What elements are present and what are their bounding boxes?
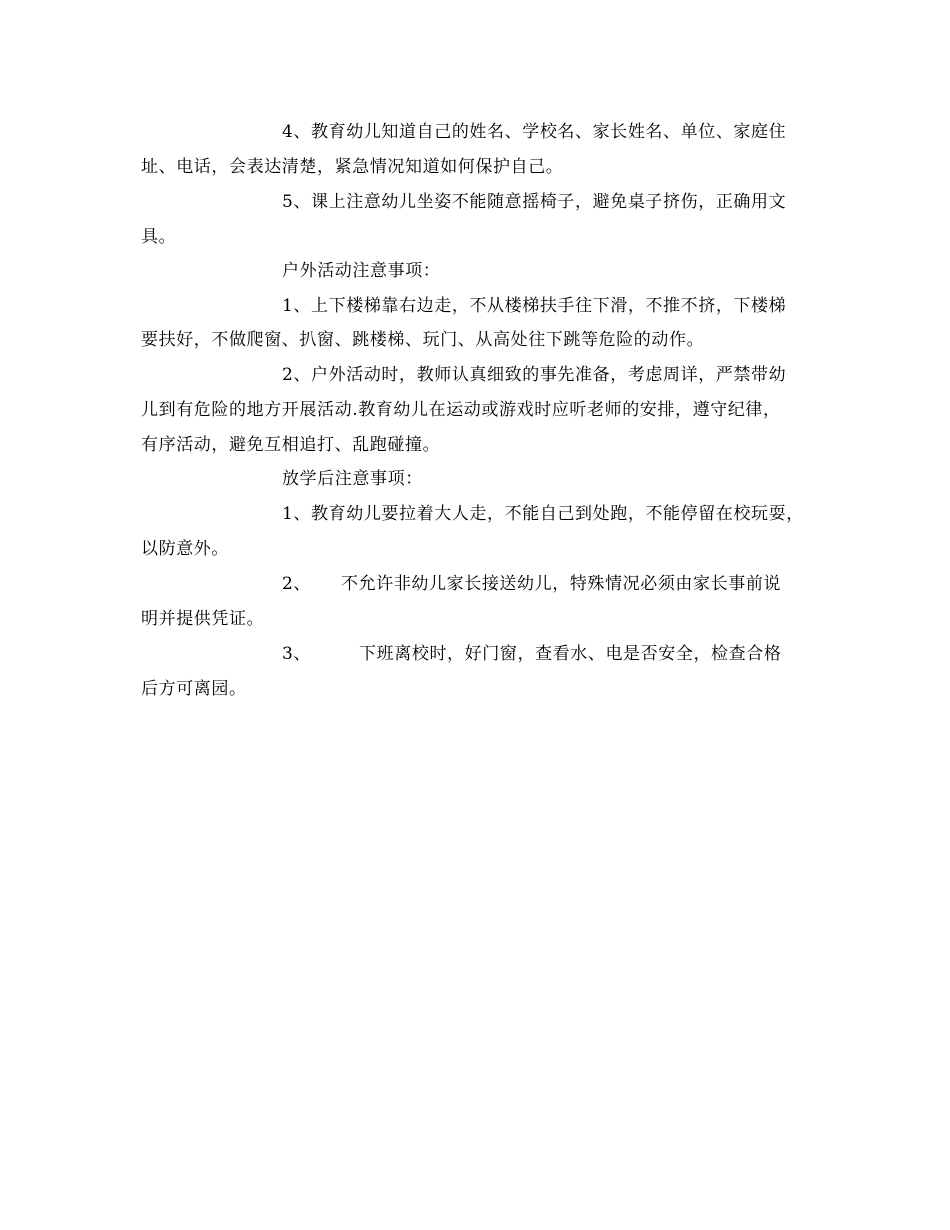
section-heading-after-school: 放学后注意事项： — [282, 469, 423, 489]
item-4-line-2: 址、电话，会表达清楚，紧急情况知道如何保护自己。 — [141, 157, 564, 177]
after-school-item-2-line-1: 2、 不允许非幼儿家长接送幼儿，特殊情况必须由家长事前说 — [282, 574, 782, 594]
outdoor-item-2-line-3: 有序活动，避免互相追打、乱跑碰撞。 — [141, 435, 441, 455]
after-school-item-2-line-2: 明并提供凭证。 — [141, 609, 265, 629]
outdoor-item-1-line-1: 1、上下楼梯靠右边走，不从楼梯扶手往下滑，不推不挤，下楼梯 — [282, 296, 787, 316]
item-5-line-1: 5、课上注意幼儿坐姿不能随意摇椅子，避免桌子挤伤，正确用文 — [282, 192, 787, 212]
after-school-item-1-line-1: 1、教育幼儿要拉着大人走，不能自己到处跑，不能停留在校玩耍， — [282, 504, 804, 524]
after-school-item-1-line-2: 以防意外。 — [141, 539, 229, 559]
item-5-line-2: 具。 — [141, 227, 177, 247]
outdoor-item-1-line-2: 要扶好，不做爬窗、扒窗、跳楼梯、玩门、从高处往下跳等危险的动作。 — [141, 330, 705, 350]
after-school-item-3-line-2: 后方可离园。 — [141, 679, 247, 699]
outdoor-item-2-line-1: 2、户外活动时，教师认真细致的事先准备，考虑周详，严禁带幼 — [282, 365, 787, 385]
outdoor-item-2-line-2: 儿到有危险的地方开展活动.教育幼儿在运动或游戏时应听老师的安排，遵守纪律， — [141, 400, 781, 420]
after-school-item-3-line-1: 3、 下班离校时，好门窗，查看水、电是否安全，检查合格 — [282, 644, 782, 664]
section-heading-outdoor: 户外活动注意事项： — [282, 261, 441, 281]
item-4-line-1: 4、教育幼儿知道自己的姓名、学校名、家长姓名、单位、家庭住 — [282, 122, 787, 142]
